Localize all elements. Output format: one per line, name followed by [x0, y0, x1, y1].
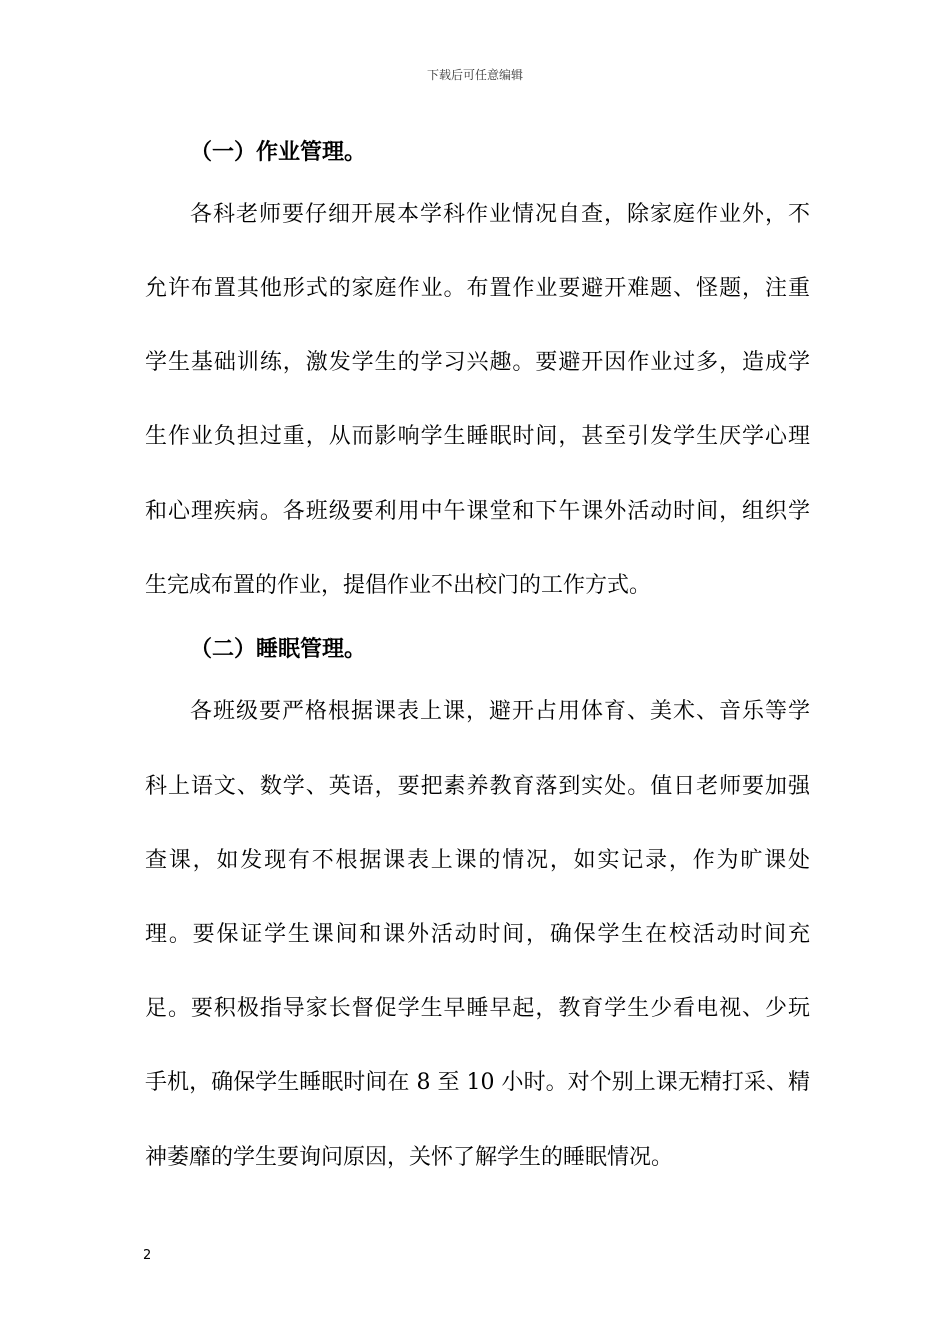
paragraph-line: 神萎靡的学生要询问原因，关怀了解学生的睡眠情况。: [145, 1145, 674, 1170]
paragraph-line: 足。要积极指导家长督促学生早睡早起，教育学生少看电视、少玩: [145, 996, 810, 1021]
page-number: 2: [143, 1248, 152, 1263]
paragraph-line: 生完成布置的作业，提倡作业不出校门的工作方式。: [145, 573, 652, 598]
section-heading-homework: （一）作业管理。: [190, 139, 367, 165]
paragraph-line: 查课，如发现有不根据课表上课的情况，如实记录，作为旷课处: [145, 848, 810, 873]
section-heading-sleep: （二）睡眠管理。: [190, 636, 367, 662]
page-header: 下载后可任意编辑: [426, 68, 523, 82]
paragraph-line: 手机，确保学生睡眠时间在 8 至 10 小时。对个别上课无精打采、精: [145, 1070, 810, 1095]
paragraph-line: 科上语文、数学、英语，要把素养教育落到实处。值日老师要加强: [145, 774, 810, 799]
paragraph-line: 学生基础训练，激发学生的学习兴趣。要避开因作业过多，造成学: [145, 350, 810, 375]
paragraph-line: 生作业负担过重，从而影响学生睡眠时间，甚至引发学生厌学心理: [145, 424, 810, 449]
paragraph-line: 各科老师要仔细开展本学科作业情况自查，除家庭作业外，不: [190, 202, 810, 227]
paragraph-line: 各班级要严格根据课表上课，避开占用体育、美术、音乐等学: [190, 699, 810, 724]
paragraph-line: 允许布置其他形式的家庭作业。布置作业要避开难题、怪题，注重: [145, 276, 810, 301]
paragraph-line: 和心理疾病。各班级要利用中午课堂和下午课外活动时间，组织学: [145, 499, 810, 524]
paragraph-line: 理。要保证学生课间和课外活动时间，确保学生在校活动时间充: [145, 922, 810, 947]
